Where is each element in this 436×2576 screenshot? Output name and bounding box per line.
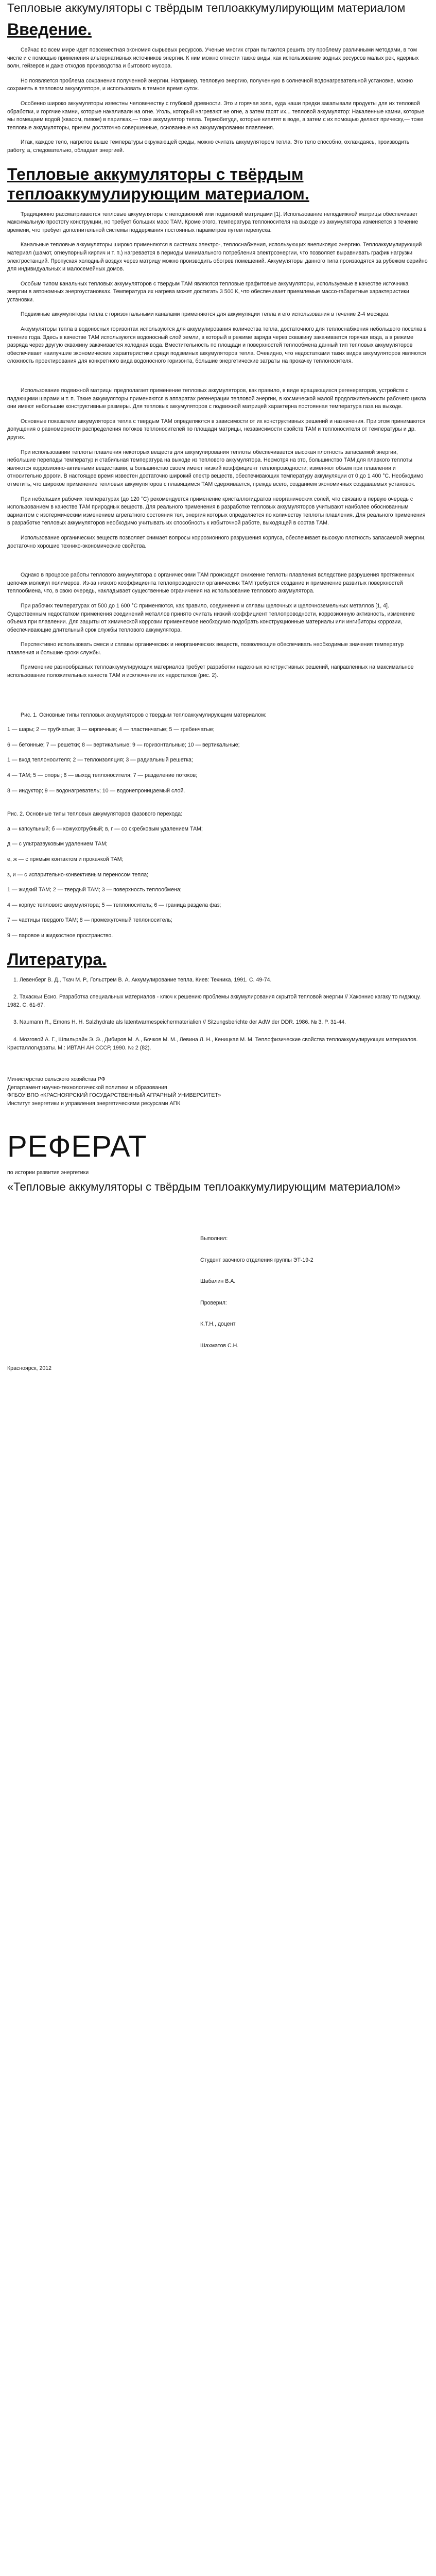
figure2-legend-item: е, ж — с прямым контактом и прокачкой ТАМ; — [7, 856, 124, 862]
literature-item: 4. Мозговой А. Г., Шпильрайн Э. Э., Дибиров М. А., Бочков М. М., Левина Л. Н., Кеницкая М. М. Теплофизические свойства теплоаккумулирующих материалов. Кристаллогидраты. М.: ИВТАН АН СССР, 1990. № 2 (82). — [7, 1036, 418, 1051]
section-paragraph: Канальные тепловые аккумуляторы широко применяются в системах электро-, теплоснабжения, использующих внепиковую энергию. Теплоаккумулирующий материал (шамот, огнеупорный кирпич и т. п.) нагревается в периоды минимального потребления электроэнергии, что позволяет выравнивать график нагрузки электростанций. Пропуская холодный воздух через матрицу можно производить обогрев помещений. Аккумуляторы данного типа производятся за рубежом серийно для индивидуальных и малосемейных домов. — [7, 242, 428, 273]
literature-item: 3. Naumann R., Emons H. H. Salzhydrate als latentwarmespeichermaterialien // Sitzungsberichte der AdW der DDR. 1986. № 3. P. 31-44. — [13, 1019, 346, 1026]
referat-topic: «Тепловые аккумуляторы с твёрдым теплоаккумулирующим материалом» — [7, 1180, 401, 1194]
figure1-legend-item: 6 — бетонные; 7 — решетки; 8 — вертикальные; 9 — горизонтальные; 10 — вертикальные; — [7, 741, 240, 748]
section-paragraph: Использование органических веществ позволяет снимает вопросы коррозионного разрушения корпуса, обеспечивает высокую плотность запасаемой энергии, достаточно хорошие технико-экономические свойства. — [7, 534, 426, 549]
checked-label: Проверил: — [200, 1299, 227, 1306]
section-paragraph: При рабочих температурах от 500 до 1 600 °С применяются, как правило, соединения и сплавы щелочных и щелочноземельных металлов [1, 4]. Существенным недостатком применения соединений металлов принято считать низкий коэффициент теплопроводности, коррозионную активность, изменение объема при плавлении. Для защиты от химической коррозии применяемое необходимо подобрать конструкционные материалы или ингибиторы коррозии, обеспечивающие длительный срок службы теплового аккумулятора. — [7, 602, 415, 633]
figure2-caption: Рис. 2. Основные типы тепловых аккумуляторов фазового перехода: — [7, 811, 183, 818]
figure2-legend-item: з, и — с испарительно-конвективным переносом тепла; — [7, 871, 149, 878]
department-line: Департамент научно-технологической политики и образования — [7, 1084, 167, 1091]
signature-block — [200, 1235, 428, 1350]
figure2-legend-item: 7 — частицы твердого ТАМ; 8 — промежуточный теплоноситель; — [7, 917, 172, 924]
section-paragraph: Перспективно использовать смеси и сплавы органических и неорганических веществ, позволяющие обеспечивать необходимые значения температур плавления и большие сроки службы. — [7, 641, 404, 656]
intro-paragraph: Итак, каждое тело, нагретое выше температуры окружающей среды, можно считать аккумулятором тепла. Это тело способно, охлаждаясь, производить работу, а, следовательно, обладает энергией. — [7, 139, 410, 154]
section-paragraph: Применение разнообразных теплоаккумулирующих материалов требует разработки надежных конструктивных решений, направленных на максимальное использование положительных качеств ТАМ и исключение их недостатков (рис. 2). — [7, 664, 414, 679]
section-paragraph: Подвижные аккумуляторы тепла с горизонтальными каналами применяются для аккумуляции тепла и его использования в течение 2-4 месяцев. — [21, 311, 390, 318]
intro-paragraph: Но появляется проблема сохранения полученной энергии. Например, тепловую энергию, полученную в солнечной водонагревательной установке, можно сохранять в тепловом аккумуляторе, и использовать в темное время суток. — [7, 77, 413, 92]
figure2-legend-item: а — капсульный; б — кожухотрубный; в, г — со скребковым удалением ТАМ; — [7, 825, 203, 832]
section-paragraph: Использование подвижной матрицы предполагает применение тепловых аккумуляторов, как правило, в виде вращающихся регенераторов, устройств с падающими шарами и т. п. Такие аккумуляторы применяются в аппаратах регенерации тепловой энергии, в космической малой продолжительности рабочего цикла они имеют небольшие конструктивные размеры. Для тепловых аккумуляторов с подвижной матрицей характерна постоянная температура газа на выходе. — [7, 387, 426, 410]
checker-line: К.Т.Н., доцент — [200, 1321, 236, 1328]
literature-item: 2. Тахаскьи Есио. Разработка специальных материалов - ключ к решению проблемы аккумулирования скрытой тепловой энергии // Хаконнио кагаку то гидзюцу. 1982. С. 61-67. — [7, 994, 421, 1008]
figure1-caption: Рис. 1. Основные типы тепловых аккумуляторов с твердым теплоаккумулирующим материалом: — [21, 711, 267, 718]
section-paragraph: Основные показатели аккумуляторов тепла с твердым ТАМ определяются в зависимости от их конструктивных решений и назначения. При этом принимаются допущения о равномерности распределения потоков теплоносителей по площади матрицы, независимости свойств ТАМ и теплоносителя от температуры и др. других. — [7, 418, 426, 440]
figure1-legend-item: 1 — вход теплоносителя; 2 — теплоизоляция; 3 — радиальный решетка; — [7, 757, 193, 764]
section-paragraph: Аккумуляторы тепла в водоносных горизонтах используются для аккумулирования количества тепла, достаточного для теплоснабжения небольшого поселка в течение года. Здесь в качестве ТАМ используются водоносный слой земли, в который в режиме заряда через скважину закачивается горячая вода, а в режиме разряда через другую скважину закачивается холодная вода. Вместительность по площади и поверхностей теплообмена данный тип тепловых аккумуляторов обеспечивает наилучшие экономические характеристики среди подземных аккумуляторов тепла. Очевидно, что недостатками таких видов аккумуляторов являются сложность проектирования для конкретного вида водоносного горизонта, большие энергетические затраты на прокачку теплоносителя. — [7, 326, 427, 365]
figure2-legend-item: 9 — паровое и жидкостное пространство. — [7, 932, 113, 939]
figure2-legend — [7, 825, 428, 940]
figure1-legend — [7, 726, 428, 795]
figure2-legend-item: 1 — жидкий ТАМ; 2 — твердый ТАМ; 3 — поверхность теплообмена; — [7, 887, 182, 893]
figure1-legend-item: 1 — шары; 2 — трубчатые; 3 — кирпичные; 4 — пластинчатые; 5 — гребенчатые; — [7, 726, 215, 733]
institute-line: Институт энергетики и управления энергетическими ресурсами АПК — [7, 1100, 181, 1107]
intro-paragraph: Сейчас во всем мире идет повсеместная экономия сырьевых ресурсов. Ученые многих стран пытаются решить эту проблему различными методами, в том числе и с помощью применения альтернативных источников энергии. К ним можно отнести также виды, как использование водных ресурсов малых рек, ядерных волн, гейзеров и даже отходов производства и бытового мусора. — [7, 47, 419, 70]
university-line: ФГБОУ ВПО «КРАСНОЯРСКИЙ ГОСУДАРСТВЕННЫЙ АГРАРНЫЙ УНИВЕРСИТЕТ» — [7, 1092, 221, 1099]
figure1-legend-item: 4 — ТАМ; 5 — опоры; 6 — выход теплоносителя; 7 — разделение потоков; — [7, 772, 198, 779]
section-paragraph: Традиционно рассматриваются тепловые аккумуляторы с неподвижной или подвижной матрицами [1]. Использование неподвижной матрицы обеспечивает максимальную простоту конструкции, но требует больших масс ТАМ. Кроме этого, температура теплоносителя на выходе из аккумулятора изменяется в течение времени, что требует дополнительной системы поддержания постоянных параметров путем перепуска. — [7, 211, 418, 233]
section-paragraph: При использовании теплоты плавления некоторых веществ для аккумулирования теплоты обеспечивается высокая плотность запасаемой энергии, небольшие перепады температур и стабильная температура на выходе из теплового аккумулятора. Несмотря на это, большинство ТАМ для плавкого теплоты являются коррозионно-активными веществами, а большинство своем имеют низкий коэффициент теплопроводности; изменяют объем при плавлении и относительно дороги. В настоящее время известен достаточно широкий спектр веществ, обеспечивающих температуру аккумуляции от 0 до 1 400 °С. Необходимо отметить, что широкое применение тепловых аккумуляторов с плавящимся ТАМ сдерживается, прежде всего, созданием экономичных создаваемых установок. — [7, 449, 424, 487]
organization-block — [7, 1076, 428, 1108]
student-line: Студент заочного отделения группы ЭТ-19-2 — [200, 1257, 313, 1263]
intro-heading: Введение. — [7, 20, 92, 39]
section-heading: Тепловые аккумуляторы с твёрдым теплоаккумулирующим материалом. — [7, 164, 309, 203]
ministry-line: Министерство сельского хозяйства РФ — [7, 1076, 106, 1083]
figure2-legend-item: 4 — корпус теплового аккумулятора; 5 — теплоноситель; 6 — граница раздела фаз; — [7, 902, 221, 908]
referat-subject: по истории развития энергетики — [7, 1169, 89, 1176]
referat-title: РЕФЕРАТ — [7, 1129, 147, 1163]
done-label: Выполнил: — [200, 1235, 228, 1242]
section-paragraph: Особым типом канальных тепловых аккумуляторов с твердым ТАМ являются тепловые графитовые аккумуляторы, используемые в качестве источника энергии в автономных энергоустановках. Температура их нагрева может достигать 3 500 К, что обеспечивает приемлемые массо-габаритные характеристики установки. — [7, 280, 409, 303]
section-paragraph: При небольших рабочих температурах (до 120 °С) рекомендуется применение кристаллогидратов неорганических солей, что связано в первую очередь с использованием в качестве ТАМ природных веществ. Для реального применения в разработке тепловых аккумуляторов учитывают наиболее обоснованным вариантом с изотермическим изменением агрегатного состояния тел, энергия которых определяется по количеству теплоты плавления. Для реального применения в разработке тепловых аккумуляторов необходимо учитывать их способность к избыточной работе, выходящей в состав ТАМ. — [7, 496, 426, 527]
literature-item: 1. Левенберг В. Д., Ткач М. Р., Гольстрем В. А. Аккумулирование тепла. Киев: Техника, 1991. С. 49-74. — [13, 976, 272, 983]
intro-paragraph: Особенно широко аккумуляторы известны человечеству с глубокой древности. Это и горячая зола, куда наши предки закапывали продукты для их тепловой обработки, и горячие камни, которые накаливали на огне. Уголь, который нагревают не огне, а затем гасят их... тепловой аккумулятор: Накаленные камни, которые мы помещаем водой (квасом, пивом) в парилках,— тоже аккумулятор тепла. Термобигуди, которые кипятят в воде, а затем с их помощью делают прическу,— тоже тепловые аккумуляторы, причем достаточно совершенные, основанные на аккумулировании плавления. — [7, 100, 425, 131]
figure2-legend-item: д — с ультразвуковым удалением ТАМ; — [7, 841, 108, 848]
document-title: Тепловые аккумуляторы с твёрдым теплоаккумулирующим материалом — [7, 1, 406, 14]
city-year: Красноярск, 2012 — [7, 1365, 52, 1371]
student-name: Шабалин В.А. — [200, 1278, 236, 1285]
section-paragraph: Однако в процессе работы теплового аккумулятора с органическими ТАМ происходят снижение теплоты плавления вследствие разрушения протяженных цепочек молекул полимеров. Из-за низкого коэффициента теплопроводности органических ТАМ требуется создание и применение развитых поверхностей теплообмена, что, в свою очередь, накладывает существенные ограничения на использование теплового аккумулятора. — [7, 572, 414, 595]
literature-heading: Литература. — [7, 950, 107, 969]
literature-list — [7, 976, 428, 1053]
checker-name: Шахматов С.Н. — [200, 1343, 239, 1349]
figure1-legend-item: 8 — индуктор; 9 — водонагреватель; 10 — водонепроницаемый слой. — [7, 787, 185, 794]
